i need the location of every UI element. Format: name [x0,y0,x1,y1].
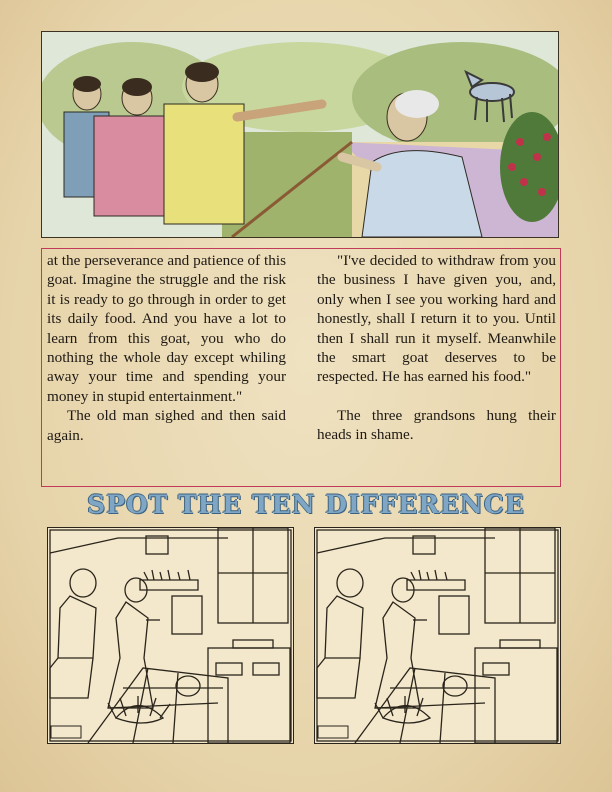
story-illustration [41,31,559,238]
spot-picture-right [314,527,561,744]
story-right-column [317,251,556,445]
kitchen-scene-icon [48,528,293,743]
puzzle-title: SPOT THE TEN DIFFERENCE [87,490,525,519]
story-left-paragraph-2: The old man sighed and then said again. [47,407,286,444]
story-right-paragraph-1: "I've decided to withdraw from you the business I have given you, and, only when I see you working hard and honestly, shall I return it to you. Until then I shall run it myself. Meanwhile the smart goat deserves to be respected. He has earned his food." [317,252,556,386]
paragraph-spacer [317,387,556,406]
story-right-paragraph-2: The three grandsons hung their heads in shame. [317,406,556,444]
spot-picture-left [47,527,294,744]
story-text-box [41,248,561,487]
story-illustration-icon [42,32,558,237]
story-left-paragraph-1: at the perseverance and patience of this goat. Imagine the struggle and the risk it is ready to go through in order to get its daily food. And you have a lot to learn from this goat, you who do nothing the whole day except whiling away your time and spending your money in stupid entertainment." [47,252,286,405]
story-left-column [47,251,286,445]
kitchen-scene-icon [315,528,560,743]
